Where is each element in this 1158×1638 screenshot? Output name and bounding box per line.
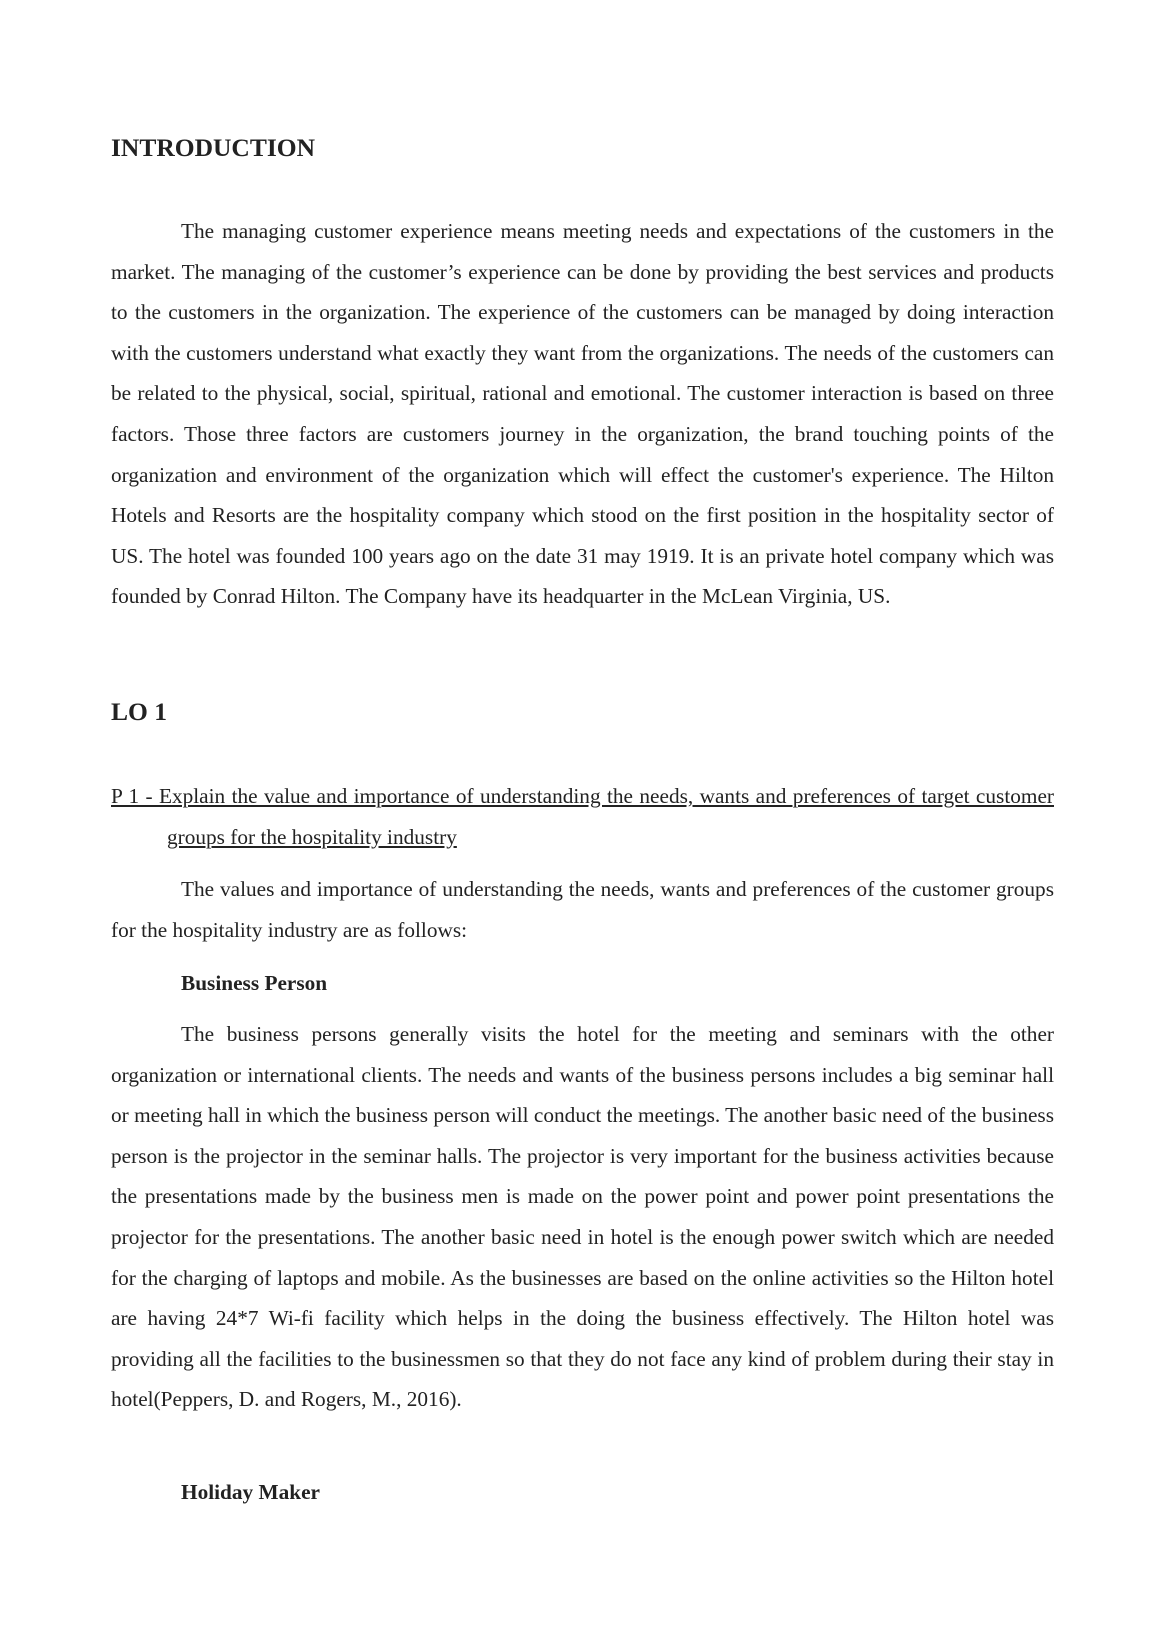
introduction-paragraph: The managing customer experience means meeting needs and expectations of the customers in the market. The managing of the customer’s experience can be done by providing the best services and products to the customers in the organization. The experience of the customers can be managed by doing interaction with the customers understand what exactly they want from the organizations. The needs of the customers can be related to the physical, social, spiritual, rational and emotional. The customer interaction is based on three factors. Those three factors are customers journey in the organization, the brand touching points of the organization and environment of the organization which will effect the customer's experience. The Hilton Hotels and Resorts are the hospitality company which stood on the first position in the hospitality sector of US. The hotel was founded 100 years ago on the date 31 may 1919. It is an private hotel company which was founded by Conrad Hilton. The Company have its headquarter in the McLean Virginia, US.	[111, 219, 1054, 609]
holiday-maker-heading: Holiday Maker	[181, 1480, 321, 1504]
lo1-heading: LO 1	[111, 697, 167, 726]
business-person-paragraph: The business persons generally visits the hotel for the meeting and seminars with the other organization or international clients. The needs and wants of the business persons includes a big seminar hall or meeting hall in which the business person will conduct the meetings. The another basic need of the business person is the projector in the seminar halls. The projector is very important for the business activities because the presentations made by the business men is made on the power point and power point presentations the projector for the presentations. The another basic need in hotel is the enough power switch which are needed for the charging of laptops and mobile. As the businesses are based on the online activities so the Hilton hotel are having 24*7 Wi-fi facility which helps in the doing the business effectively. The Hilton hotel was providing all the facilities to the businessmen so that they do not face any kind of problem during their stay in hotel(Peppers, D. and Rogers, M., 2016).	[111, 1022, 1054, 1412]
business-person-heading: Business Person	[181, 971, 328, 995]
introduction-heading: INTRODUCTION	[111, 133, 316, 162]
p1-intro-paragraph: The values and importance of understanding the needs, wants and preferences of the customer groups for the hospitality industry are as follows:	[111, 877, 1054, 942]
p1-task-heading: P 1 - Explain the value and importance of understanding the needs, wants and preferences of target customer groups for the hospitality industry	[111, 784, 1054, 849]
